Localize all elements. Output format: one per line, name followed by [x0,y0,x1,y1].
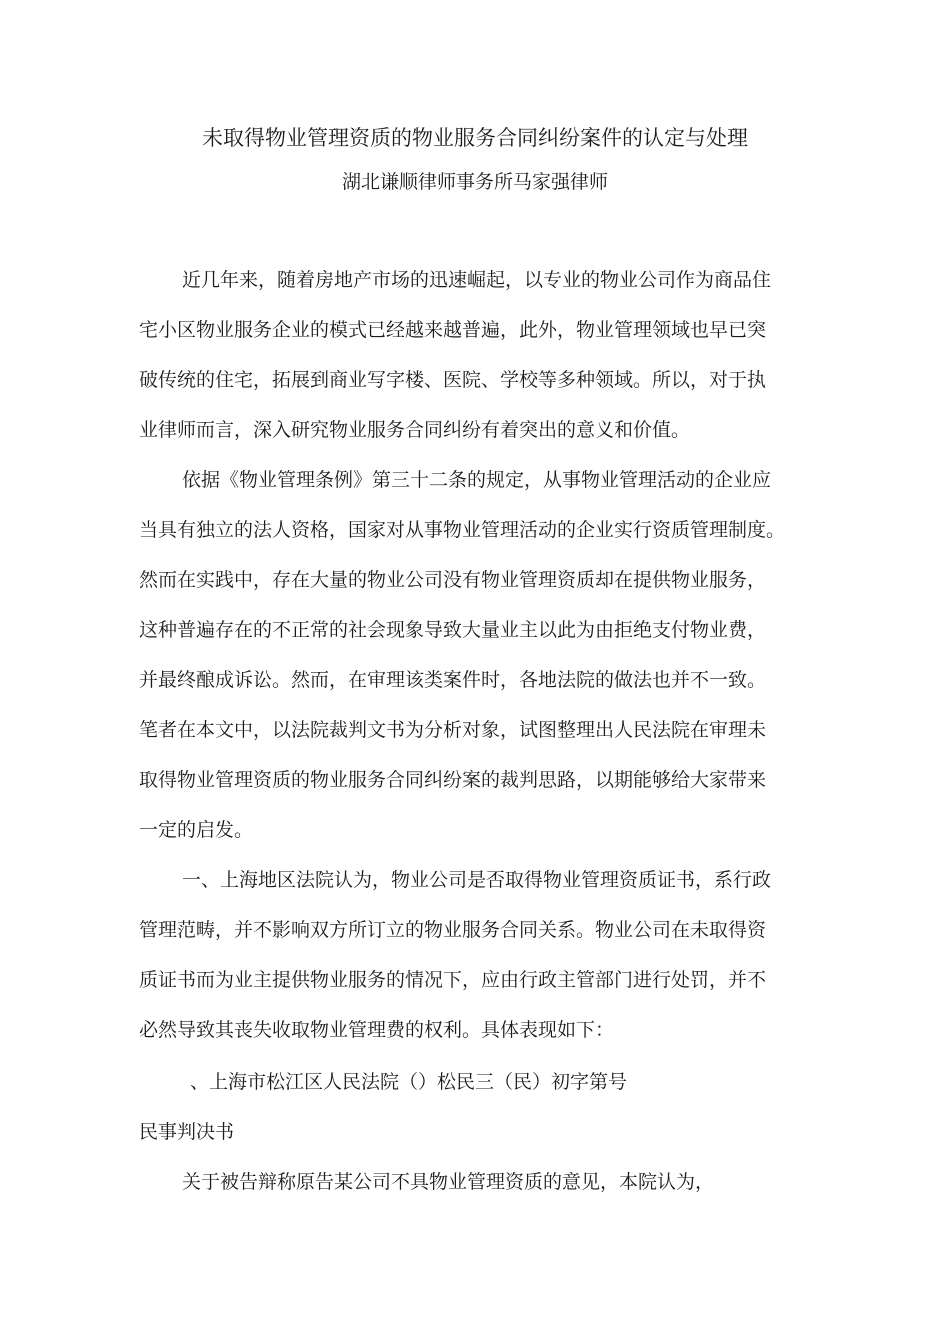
case-citation: 、上海市松江区人民法院（）松民三（民）初字第号 [190,1071,628,1093]
paragraph-line: 这种普遍存在的不正常的社会现象导致大量业主以此为由拒绝支付物业费， [139,619,767,641]
paragraph-line: 质证书而为业主提供物业服务的情况下，应由行政主管部门进行处罚，并不 [139,969,767,991]
paragraph-line: 然而在实践中，存在大量的物业公司没有物业管理资质却在提供物业服务， [139,569,767,591]
paragraph-line: 管理范畴，并不影响双方所订立的物业服务合同关系。物业公司在未取得资 [139,919,767,941]
paragraph-line: 当具有独立的法人资格，国家对从事物业管理活动的企业实行资质管理制度。 [139,519,786,541]
paragraph-line: 笔者在本文中，以法院裁判文书为分析对象，试图整理出人民法院在审理未 [139,719,767,741]
paragraph-line: 依据《物业管理条例》第三十二条的规定，从事物业管理活动的企业应 [182,469,772,491]
document-author: 湖北谦顺律师事务所马家强律师 [341,171,608,193]
paragraph-line: 宅小区物业服务企业的模式已经越来越普遍，此外，物业管理领域也早已突 [139,319,767,341]
paragraph-line: 并最终酿成诉讼。然而，在审理该类案件时，各地法院的做法也并不一致。 [139,669,767,691]
paragraph-line: 近几年来，随着房地产市场的迅速崛起，以专业的物业公司作为商品住 [182,269,772,291]
paragraph-line: 取得物业管理资质的物业服务合同纠纷案的裁判思路，以期能够给大家带来 [139,769,767,791]
paragraph-line: 关于被告辩称原告某公司不具物业管理资质的意见，本院认为， [182,1171,715,1193]
judgment-heading: 民事判决书 [139,1121,235,1143]
paragraph-line: 业律师而言，深入研究物业服务合同纠纷有着突出的意义和价值。 [139,419,691,441]
paragraph-line: 一、上海地区法院认为，物业公司是否取得物业管理资质证书，系行政 [182,869,772,891]
paragraph-line: 必然导致其丧失收取物业管理费的权利。具体表现如下： [139,1019,615,1041]
paragraph-line: 破传统的住宅，拓展到商业写字楼、医院、学校等多种领域。所以，对于执 [139,369,767,391]
paragraph-line: 一定的启发。 [139,819,254,841]
document-title: 未取得物业管理资质的物业服务合同纠纷案件的认定与处理 [202,126,748,150]
